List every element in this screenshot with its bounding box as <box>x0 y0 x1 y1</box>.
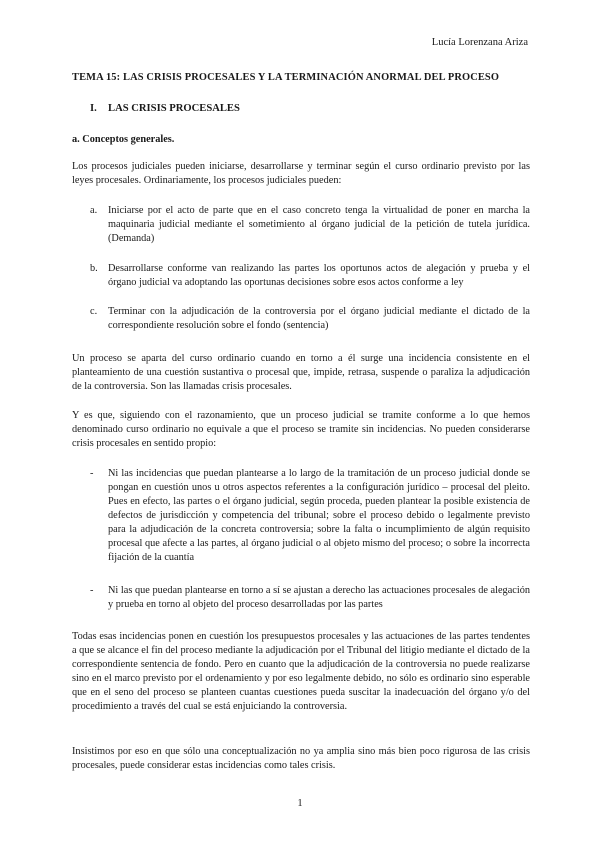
list-marker: a. <box>90 205 98 216</box>
list-item-text: Iniciarse por el acto de parte que en el caso concreto tenga la virtualidad de poner en marcha la maquinaria judicial mediante el sometimiento al órgano judicial de la petición de tutela jurídica. (Demanda) <box>108 205 530 244</box>
paragraph-conclusion: Insistimos por eso en que sólo una conceptualización no ya amplia sino más bien poco rigurosa de las crisis procesales, puede considerar estas incidencias como tales crisis. <box>72 746 530 771</box>
list-item-b <box>90 262 530 290</box>
list-marker: c. <box>90 306 98 317</box>
list-item-text: Ni las que puedan plantearse en torno a sí se ajustan a derecho las actuaciones procesales de alegación y prueba en torno al objeto del proceso desarrolladas por las partes <box>108 585 530 610</box>
dash-item-2 <box>90 584 530 612</box>
dash-item-1 <box>90 467 530 565</box>
document-title: TEMA 15: LAS CRISIS PROCESALES Y LA TERMINACIÓN ANORMAL DEL PROCESO <box>72 72 500 83</box>
paragraph-reasoning: Y es que, siguiendo con el razonamiento, que un proceso judicial se tramite conforme a lo que hemos denominado curso ordinario no equivale a que el proceso se tramite sin incidencias. No pueden considerarse crisis procesales en sentido propio: <box>72 410 530 449</box>
section-heading <box>90 103 240 114</box>
section-number: I. <box>90 103 97 114</box>
list-item-text: Terminar con la adjudicación de la controversia por el órgano judicial mediante el dictado de la correspondiente resolución sobre el fondo (sentencia) <box>108 306 530 331</box>
paragraph-intro: Los procesos judiciales pueden iniciarse, desarrollarse y terminar según el curso ordinario previsto por las leyes procesales. Ordinariamente, los procesos judiciales pueden: <box>72 161 530 186</box>
list-item-a <box>90 204 530 246</box>
paragraph-crisis-definition: Un proceso se aparta del curso ordinario cuando en torno a él surge una incidencia consistente en el planteamiento de una cuestión sustantiva o procesal que, impide, retrasa, suspende o paraliza la adjudicación de la controversia. Son las llamadas crisis procesales. <box>72 353 530 392</box>
list-marker: b. <box>90 263 98 274</box>
list-item-text: Ni las incidencias que puedan plantearse a lo largo de la tramitación de un proceso judicial donde se pongan en cuestión unos u otros aspectos referentes a la configuración jurídico – procesal del pleito. Pues en efecto, las partes o el órgano judicial, según proceda, pueden plantear la posible existencia de defectos de jurisdicción y competencia del tribunal; sobre el proceso debido o legalmente previsto para la adjudicación de la concreta controversia; sobre la falta o incumplimiento de algún requisito procesal que afecte a las partes, al órgano judicial o al objeto mismo del proceso; o sobre la incorrecta fijación de la cuantía <box>108 468 530 563</box>
list-item-text: Desarrollarse conforme van realizando las partes los oportunos actos de alegación y prueba y el órgano judicial va adoptando las oportunas decisiones sobre esos actos conforme a ley <box>108 263 530 288</box>
subsection-heading: a. Conceptos generales. <box>72 134 175 145</box>
list-marker: - <box>90 585 94 596</box>
list-marker: - <box>90 468 94 479</box>
header-author: Lucía Lorenzana Ariza <box>431 37 528 48</box>
section-title: LAS CRISIS PROCESALES <box>108 103 240 114</box>
list-item-c <box>90 305 530 333</box>
page-number: 1 <box>297 798 303 809</box>
paragraph-incidents: Todas esas incidencias ponen en cuestión los presupuestos procesales y las actuaciones de las partes tendentes a que se alcance el fin del proceso mediante la adjudicación por el Tribunal del litigio mediante el dictado de la correspondiente sentencia de fondo. Pero en cuanto que la adjudicación de la controversia no puede realizarse sino en el marco previsto por el ordenamiento y por eso legalmente debido, no sólo es ordinario sino esperable que en el seno del proceso se planteen cuantas cuestiones pueda suscitar la inadecuación del órgano y/o del procedimiento a través del cual se está enjuiciando la controversia. <box>72 631 530 712</box>
